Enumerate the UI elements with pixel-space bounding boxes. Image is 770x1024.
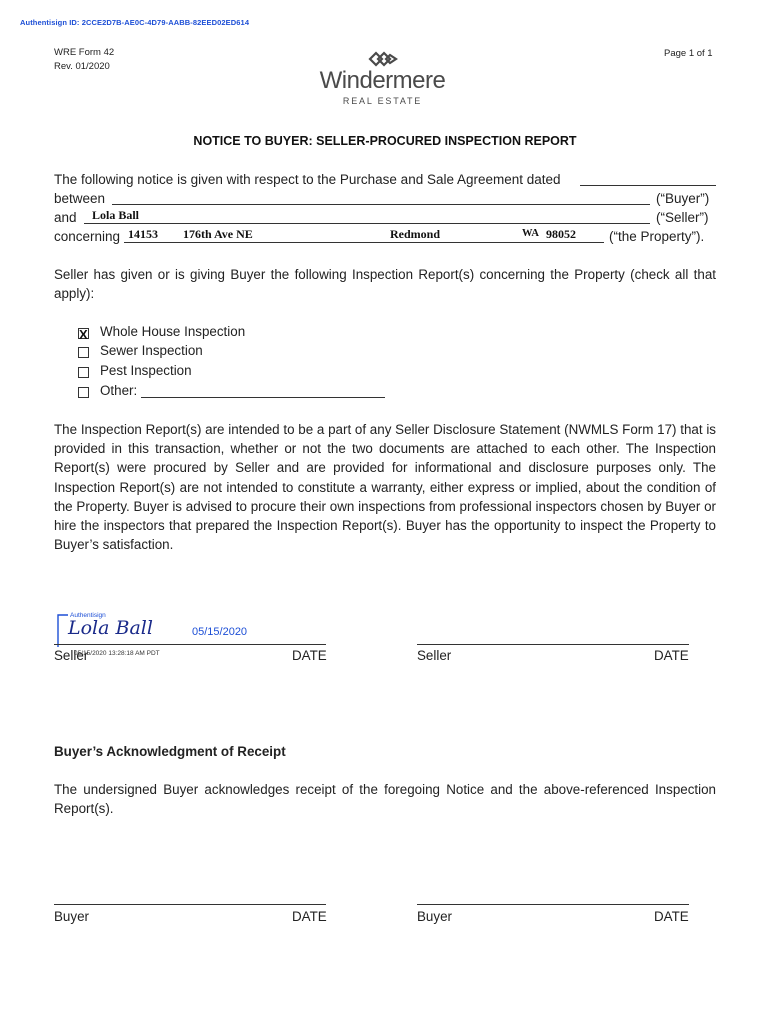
other-inspection-field[interactable] [141, 397, 385, 398]
buyer2-date-label: DATE [654, 909, 689, 924]
option-label: Sewer Inspection [100, 343, 203, 358]
option-label: Other: [100, 383, 138, 398]
checkbox-pest[interactable] [78, 367, 89, 378]
ack-heading: Buyer’s Acknowledgment of Receipt [54, 744, 286, 759]
check-instructions: Seller has given or is giving Buyer the following Inspection Report(s) concerning the Property (check all that apply): [54, 267, 716, 302]
address-street: 176th Ave NE [183, 227, 253, 241]
property-address-field[interactable] [124, 242, 604, 243]
seller-date-label: DATE [292, 648, 327, 663]
logo-subtitle: REAL ESTATE [342, 96, 423, 106]
intro-line-1: The following notice is given with respect to the Purchase and Sale Agreement dated [54, 172, 561, 187]
buyer2-signature-line[interactable] [417, 904, 689, 905]
windermere-logo-icon [368, 50, 398, 68]
seller2-date-label: DATE [654, 648, 689, 663]
between-label: between [54, 191, 106, 206]
form-revision: Rev. 01/2020 [54, 61, 110, 72]
checkbox-check-mark: X [79, 327, 88, 342]
address-state: WA [522, 228, 539, 239]
ack-text: The undersigned Buyer acknowledges receipt of the foregoing Notice and the above-referenced Inspection Report(s). [54, 782, 716, 817]
seller2-signature-line[interactable] [417, 644, 689, 645]
seller-name-value: Lola Ball [92, 208, 140, 222]
seller-suffix: (“Seller”) [656, 210, 709, 225]
buyer-name-field[interactable] [112, 204, 650, 205]
page-number: Page 1 of 1 [664, 48, 713, 59]
checkbox-other[interactable] [78, 387, 89, 398]
seller-signature-script: Lola Ball [68, 617, 153, 639]
authentisign-label: Authentisign [70, 612, 106, 619]
buyer2-label: Buyer [417, 909, 452, 924]
address-city: Redmond [390, 227, 441, 241]
seller2-label: Seller [417, 648, 452, 663]
address-zip: 98052 [546, 227, 576, 241]
agreement-date-field[interactable] [580, 185, 716, 186]
and-label: and [54, 210, 77, 225]
authentisign-envelope-id: Authentisign ID: 2CCE2D7B-AE0C-4D79-AABB-82EED02ED614 [20, 18, 250, 27]
document-title: NOTICE TO BUYER: SELLER-PROCURED INSPECTION REPORT [193, 134, 577, 148]
address-number: 14153 [128, 227, 158, 241]
checkbox-sewer[interactable] [78, 347, 89, 358]
buyer-suffix: (“Buyer”) [656, 191, 710, 206]
seller-label: Seller [54, 648, 89, 663]
buyer-signature-line[interactable] [54, 904, 326, 905]
checkbox-whole-house[interactable] [78, 327, 89, 342]
form-number: WRE Form 42 [54, 47, 115, 58]
buyer-label: Buyer [54, 909, 89, 924]
option-label: Pest Inspection [100, 363, 192, 378]
property-suffix: (“the Property”). [609, 229, 705, 244]
body-paragraph: The Inspection Report(s) are intended to be a part of any Seller Disclosure Statement (NWMLS Form 17) that is provided in this transaction, whether or not the two documents are attached to each other. The Inspection Report(s) were procured by Seller and are provided for informational and disclosure purposes only. The Inspection Report(s) are not intended to constitute a warranty, either express or implied, about the condition of the Property. Buyer is advised to procure their own inspections from professional inspectors chosen by Buyer or hire the inspectors that prepared the Inspection Report(s). Buyer has the opportunity to inspect the Property to Buyer’s satisfaction. [54, 422, 716, 553]
logo-name: Windermere [319, 67, 446, 94]
concerning-label: concerning [54, 229, 121, 244]
seller-signature-line[interactable] [54, 644, 326, 645]
signature-timestamp: 05/15/2020 13:28:18 AM PDT [74, 650, 160, 657]
buyer-date-label: DATE [292, 909, 327, 924]
option-label: Whole House Inspection [100, 324, 246, 339]
seller-name-field[interactable] [84, 223, 650, 224]
windermere-logo [300, 50, 465, 106]
seller-signature-date: 05/15/2020 [192, 626, 248, 638]
